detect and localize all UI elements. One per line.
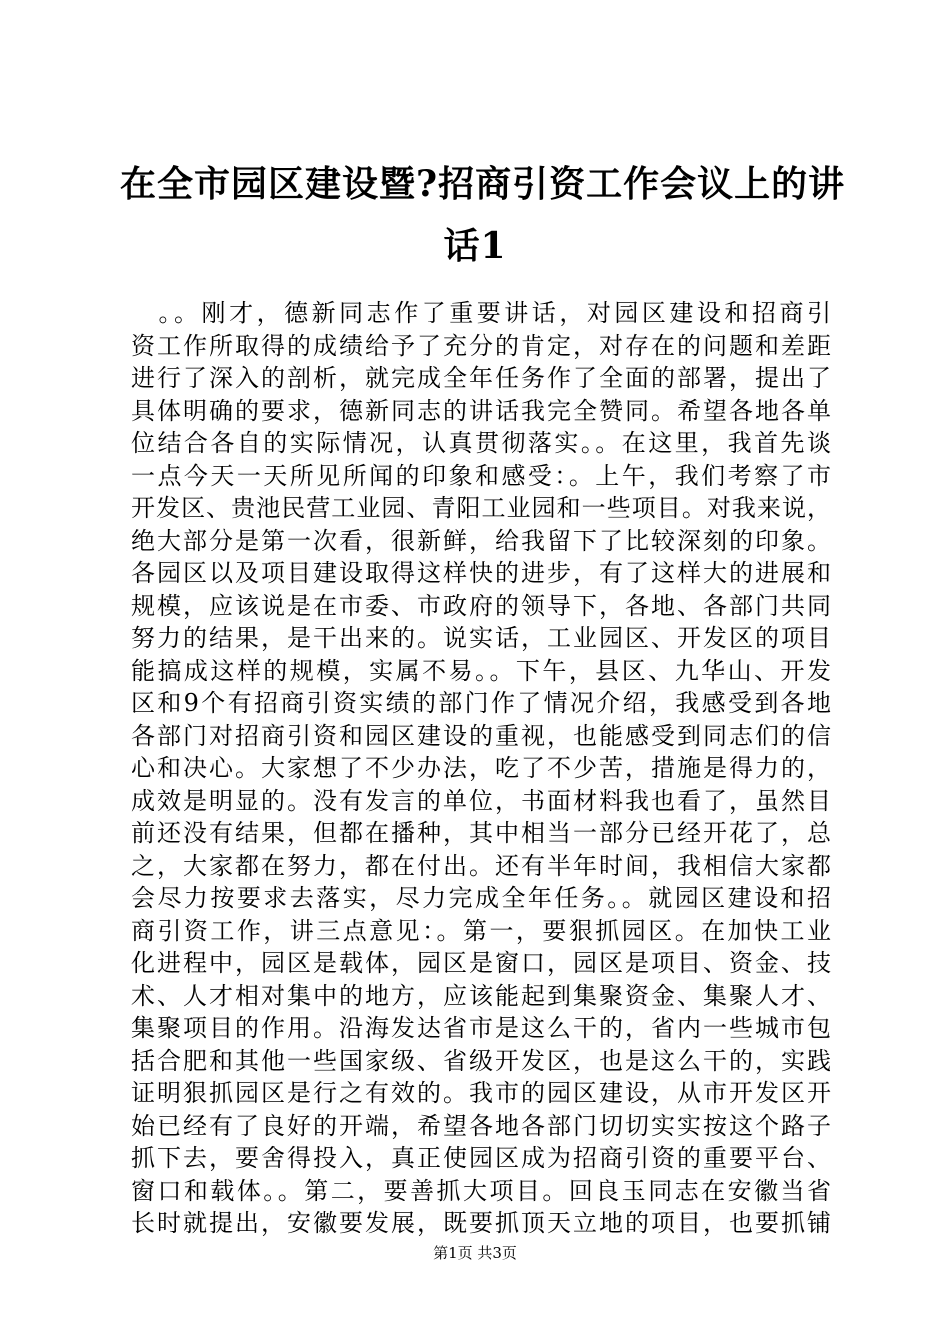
body-line: 心和决心。大家想了不少办法，吃了不少苦，措施是得力的， [131, 754, 831, 782]
body-line: 之，大家都在努力，都在付出。还有半年时间，我相信大家都 [131, 851, 831, 880]
body-line: 抓下去，要舍得投入，真正使园区成为招商引资的重要平台、 [131, 1144, 831, 1172]
body-line: 区和9个有招商引资实绩的部门作了情况介绍，我感受到各地 [131, 689, 831, 717]
body-line: 长时就提出，安徽要发展，既要抓顶天立地的项目，也要抓铺 [131, 1209, 831, 1237]
body-line: 开发区、贵池民营工业园、青阳工业园和一些项目。对我来说， [131, 494, 831, 522]
body-line: 资工作所取得的成绩给予了充分的肯定，对存在的问题和差距 [131, 331, 831, 360]
body-line: 窗口和载体。。第二，要善抓大项目。回良玉同志在安徽当省 [131, 1176, 831, 1205]
page-number-footer: 第1页 共3页 [433, 1244, 517, 1262]
body-line: 各园区以及项目建设取得这样快的进步，有了这样大的进展和 [131, 559, 831, 587]
body-line: 能搞成这样的规模，实属不易。。下午，县区、九华山、开发 [131, 656, 831, 685]
body-line: 始已经有了良好的开端，希望各地各部门切切实实按这个路子 [131, 1111, 831, 1140]
body-line: 术、人才相对集中的地方，应该能起到集聚资金、集聚人才、 [131, 981, 831, 1010]
body-line: 括合肥和其他一些国家级、省级开发区，也是这么干的，实践 [131, 1046, 831, 1075]
body-line: 成效是明显的。没有发言的单位，书面材料我也看了，虽然目 [131, 786, 831, 815]
body-line: 各部门对招商引资和园区建设的重视，也能感受到同志们的信 [131, 721, 831, 750]
document-body [131, 297, 831, 1240]
body-line: 。。刚才，德新同志作了重要讲话，对园区建设和招商引 [131, 299, 831, 327]
body-line: 努力的结果，是干出来的。说实话，工业园区、开发区的项目 [131, 624, 831, 652]
body-line: 规模，应该说是在市委、市政府的领导下，各地、各部门共同 [131, 591, 831, 620]
body-line: 会尽力按要求去落实，尽力完成全年任务。。就园区建设和招 [131, 884, 831, 912]
document-title-line-2: 话1 [443, 225, 507, 267]
body-line: 进行了深入的剖析，就完成全年任务作了全面的部署，提出了 [131, 364, 831, 392]
body-line: 前还没有结果，但都在播种，其中相当一部分已经开花了，总 [131, 819, 831, 847]
body-line: 位结合各自的实际情况，认真贯彻落实。。在这里，我首先谈 [131, 429, 831, 457]
body-line: 商引资工作，讲三点意见：。第一，要狠抓园区。在加快工业 [131, 916, 831, 945]
body-line: 具体明确的要求，德新同志的讲话我完全赞同。希望各地各单 [131, 396, 831, 425]
body-line: 绝大部分是第一次看，很新鲜，给我留下了比较深刻的印象。 [131, 526, 831, 555]
body-line: 证明狠抓园区是行之有效的。我市的园区建设，从市开发区开 [131, 1079, 831, 1107]
body-line: 化进程中，园区是载体，园区是窗口，园区是项目、资金、技 [131, 949, 831, 977]
body-line: 集聚项目的作用。沿海发达省市是这么干的，省内一些城市包 [131, 1014, 831, 1042]
body-line: 一点今天一天所见所闻的印象和感受：。上午，我们考察了市 [131, 461, 831, 490]
document-title-line-1: 在全市园区建设暨?招商引资工作会议上的讲 [120, 163, 846, 205]
